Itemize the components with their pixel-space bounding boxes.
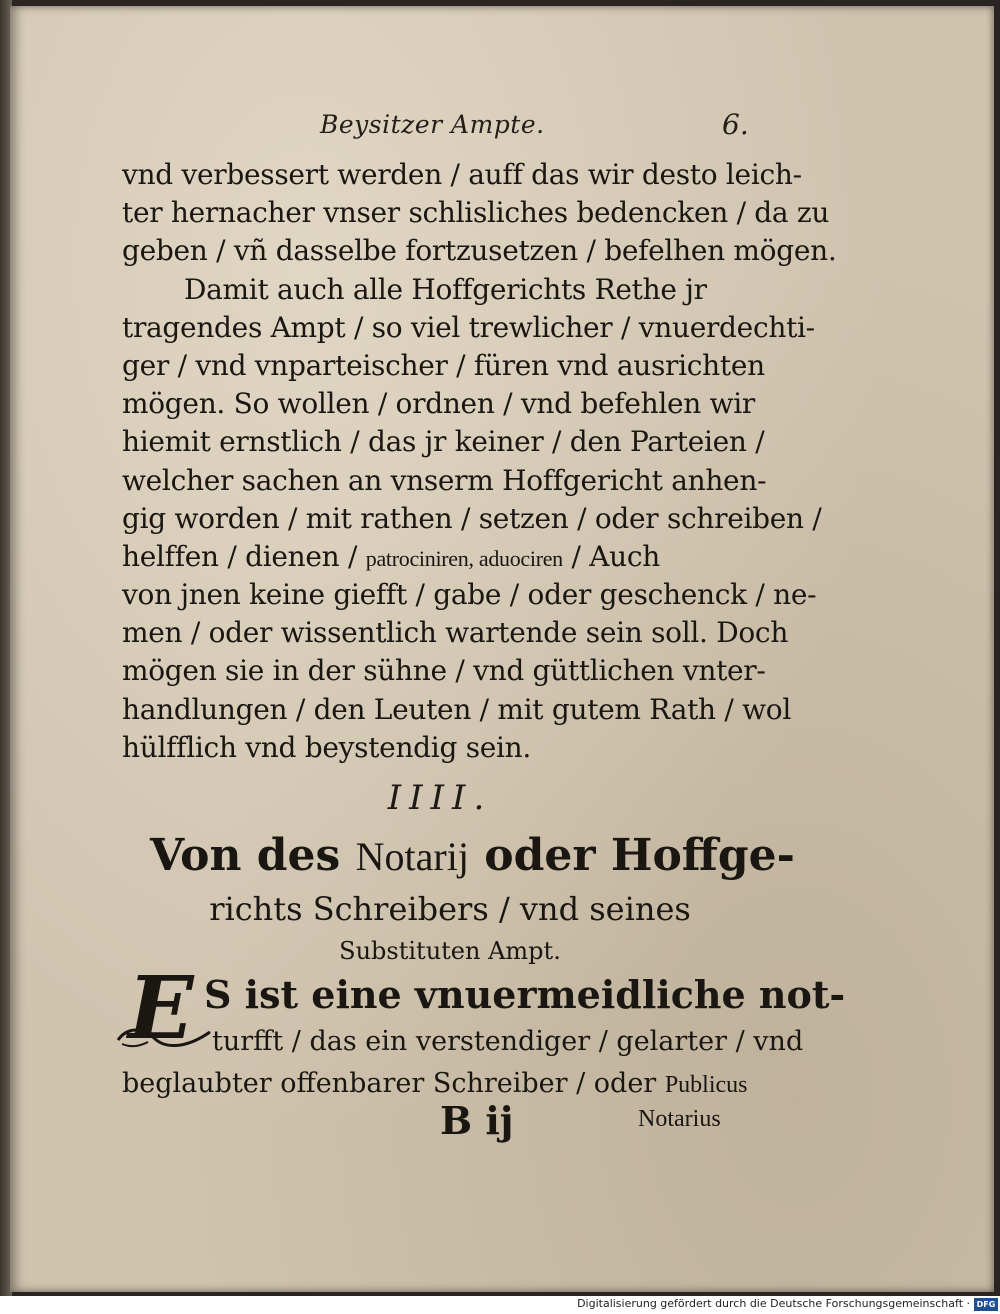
decorated-initial [122, 958, 202, 1059]
dfg-logo: DFG [974, 1298, 998, 1311]
running-head: Beysitzer Ampte. [320, 110, 545, 139]
catchword: Notarius [638, 1106, 721, 1132]
section-title-line: richts Schreibers / vnd seines [209, 890, 691, 928]
body-line: welcher sachen an vnserm Hoffgericht anhen- [122, 463, 767, 497]
section-title-line: Substituten Ampt. [339, 937, 561, 965]
initial-letter: E [128, 958, 194, 1059]
body-line: mögen. So wollen / ordnen / vnd befehlen wir [122, 387, 755, 421]
body-line: hülfflich vnd beystendig sein. [122, 730, 532, 764]
body-paragraph [122, 156, 837, 767]
body-line: hiemit ernstlich / das jr keiner / den Parteien / [122, 425, 765, 459]
body-line-end: / Auch [571, 539, 661, 573]
page-number: 6. [722, 108, 749, 141]
page-foot [440, 1098, 780, 1143]
body-line: Damit auch alle Hoffgerichts Rethe jr [184, 272, 707, 306]
digitization-footer [0, 1296, 1000, 1314]
body-line: handlungen / den Leuten / mit gutem Rath / wol [122, 692, 791, 726]
section-title-line [150, 828, 795, 885]
body-line: von jnen keine giefft / gabe / oder geschenck / ne- [122, 578, 817, 612]
para2-line [122, 1068, 748, 1099]
signature-mark: B ij [440, 1098, 514, 1143]
body-line-start: helffen / dienen / [122, 539, 358, 573]
para2-line: turfft / das ein verstendiger / gelarter / vnd [212, 1026, 804, 1057]
body-line: vnd verbessert werden / auff das wir desto leich- [122, 158, 802, 191]
latin-term: patrociniren, aduociren [365, 545, 563, 571]
body-line-mixed [122, 538, 762, 576]
page-header [10, 108, 994, 148]
body-line: mögen sie in der sühne / vnd güttlichen vnter- [122, 654, 766, 688]
body-line: gig worden / mit rathen / setzen / oder schreiben / [122, 501, 822, 535]
body-line: tragendes Ampt / so viel trewlicher / vnuerdechti- [122, 310, 815, 344]
title-part: oder Hoffge- [484, 830, 795, 881]
body-line: men / oder wissentlich wartende sein soll. Doch [122, 616, 789, 650]
body-line: geben / vñ dasselbe fortzusetzen / befelhen mögen. [122, 234, 837, 268]
book-page [10, 6, 994, 1292]
body-line: ger / vnd vnparteischer / füren vnd ausrichten [122, 348, 765, 382]
title-latin: Notarij [355, 834, 469, 879]
para2-line-text: beglaubter offenbarer Schreiber / oder [122, 1068, 657, 1099]
section-number: IIII. [387, 778, 493, 818]
latin-term: Publicus [664, 1072, 748, 1098]
body-line: ter hernacher vnser schlisliches bedencken / da zu [122, 196, 830, 230]
title-part: Von des [150, 830, 341, 881]
section-heading [150, 828, 795, 969]
initial-flourish [114, 1024, 214, 1050]
para2-line: S ist eine vnuermeidliche not- [204, 972, 846, 1017]
funding-credit: Digitalisierung gefördert durch die Deutsche Forschungsgemeinschaft · [577, 1297, 970, 1310]
